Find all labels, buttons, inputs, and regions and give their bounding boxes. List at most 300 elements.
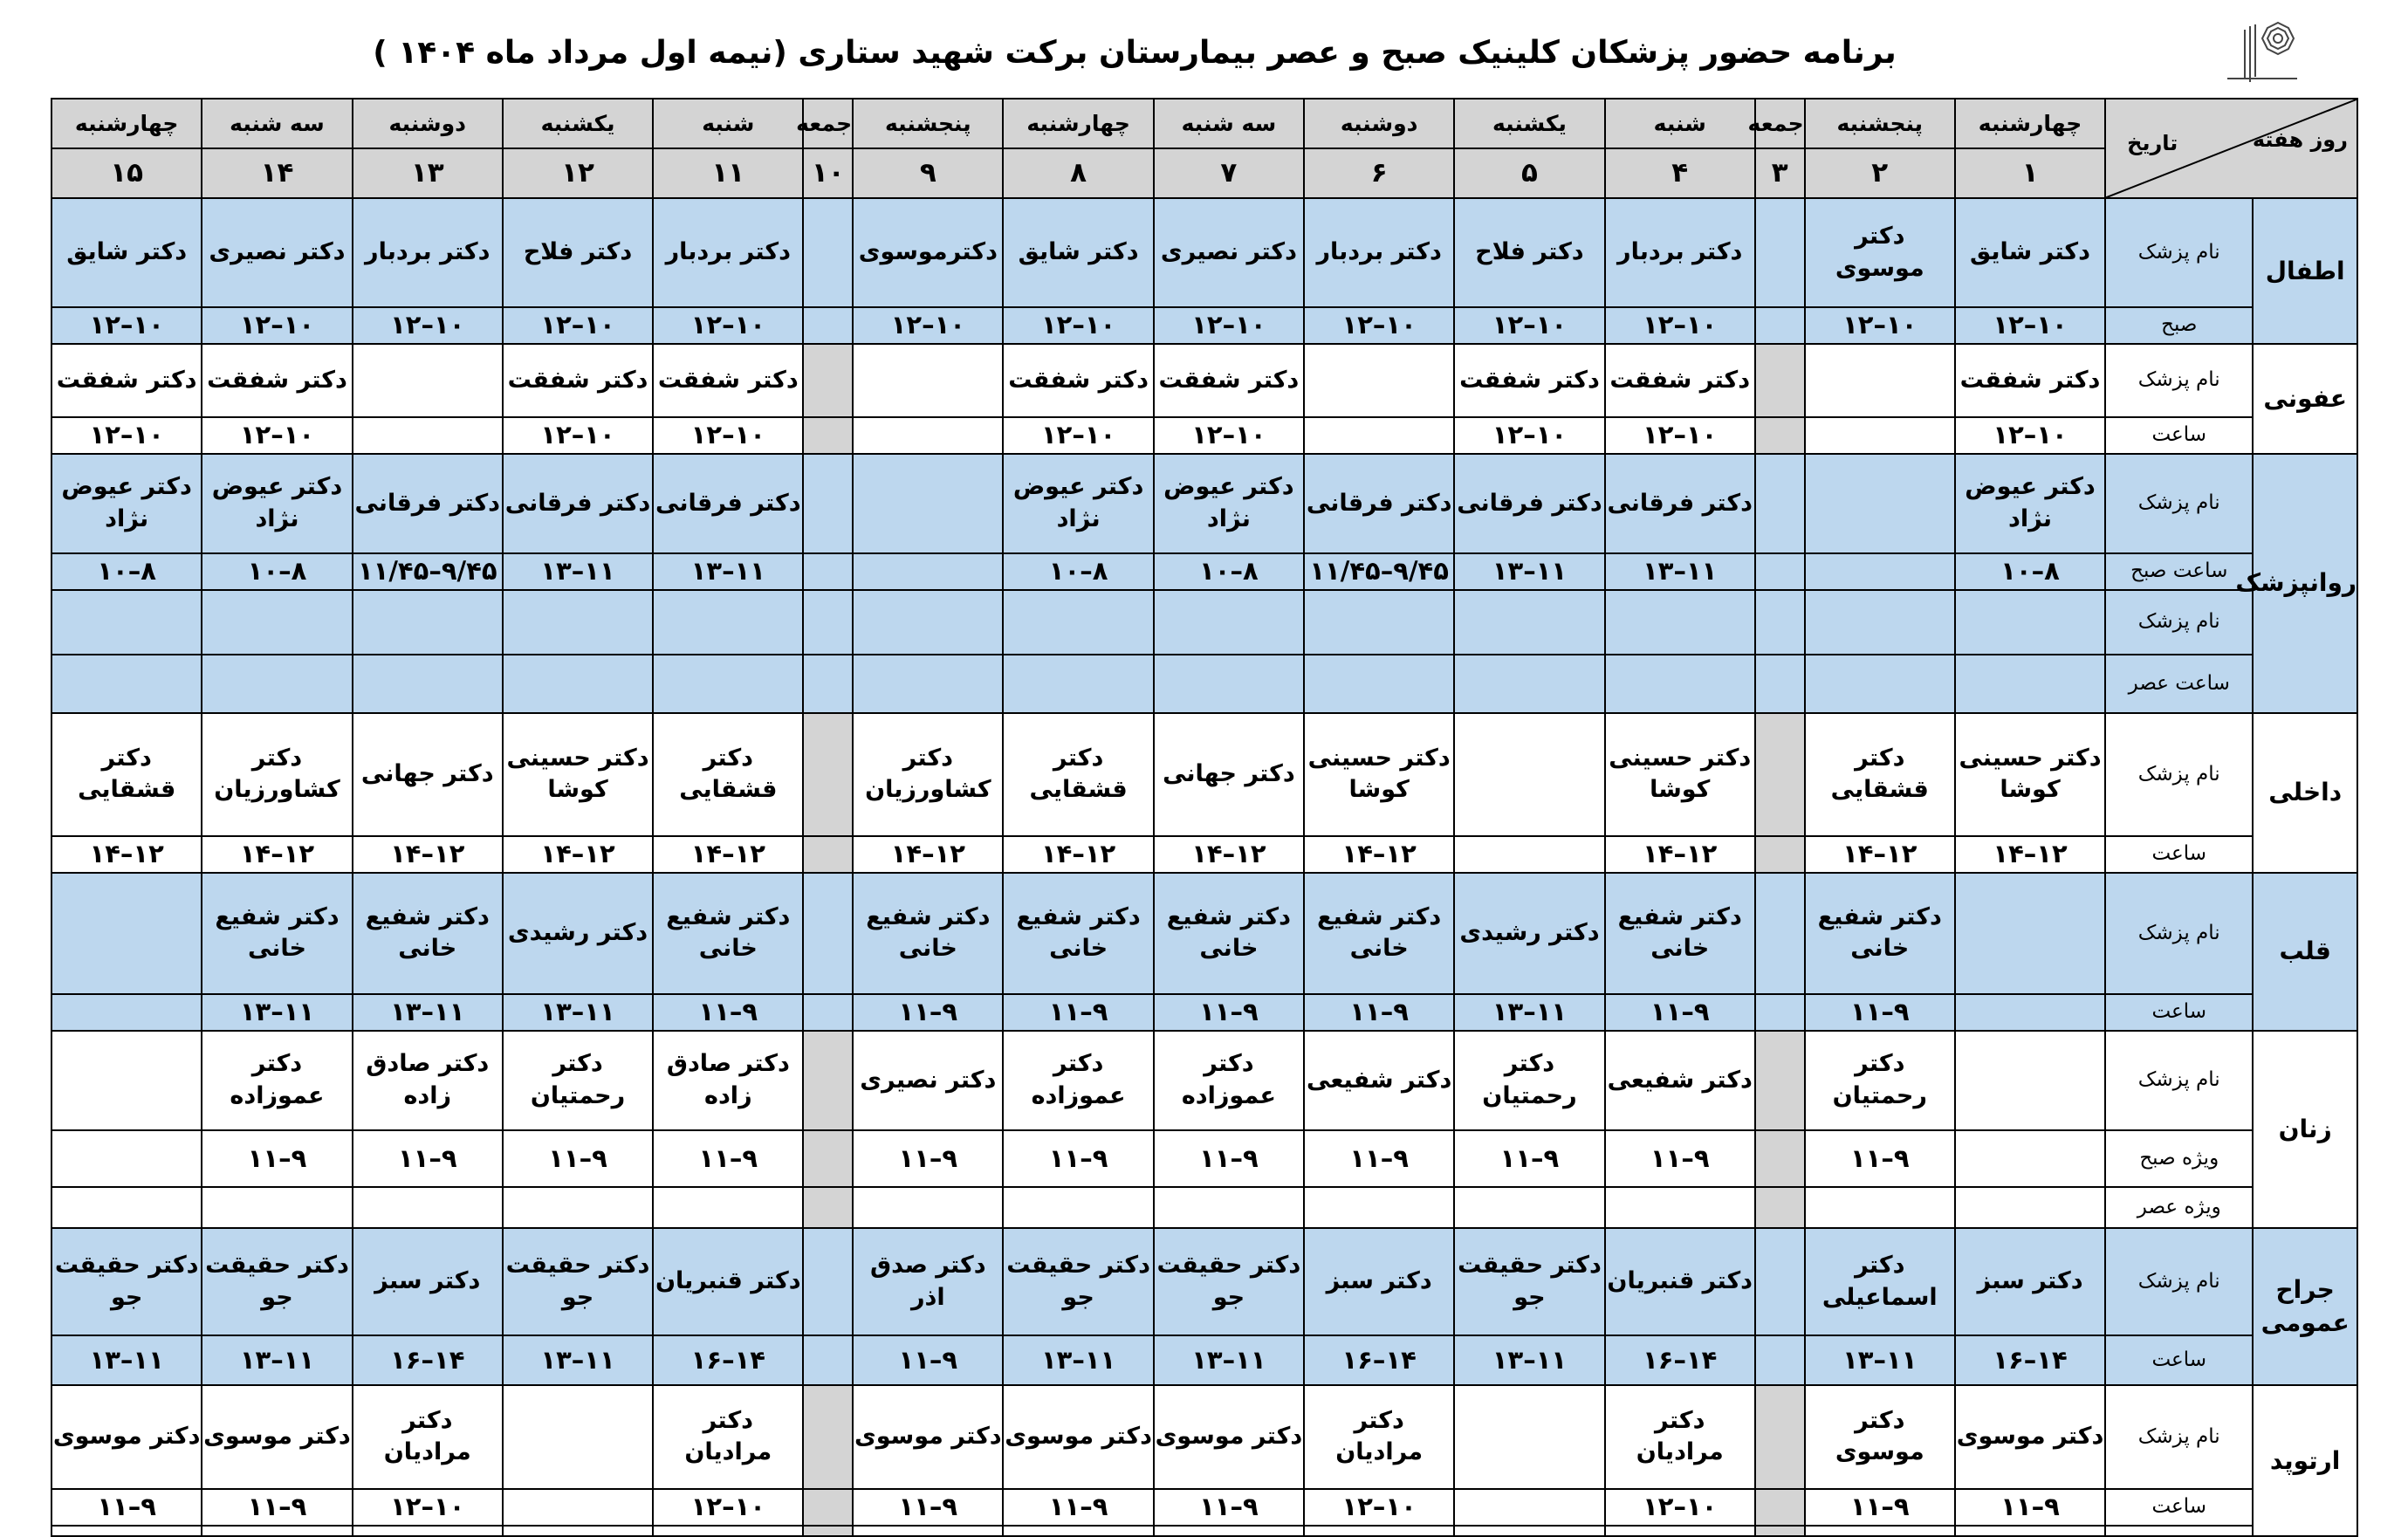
hour-cell: ۱۱–۱۳ (202, 994, 352, 1031)
doctor-cell: دکتر قشقایی (1805, 713, 1955, 836)
doctor-cell: دکتر فرقانی (653, 454, 803, 553)
hour-cell (1755, 994, 1805, 1031)
date-header-row (51, 148, 2357, 198)
doctor-cell: دکتر شفیع خانی (1304, 873, 1454, 994)
doctor-cell: دکتر شفقت (1154, 344, 1304, 417)
doctor-cell: دکتر جهانی (353, 713, 503, 836)
hour-cell: ۹–۱۱ (653, 994, 803, 1031)
date-header: ۱۰ (803, 148, 853, 198)
doctor-cell: دکتر شفیعی (1605, 1031, 1755, 1130)
row-label: ویژه صبح (2105, 1130, 2253, 1187)
doctor-cell: دکتر عیوض نژاد (51, 454, 202, 553)
doctor-cell: دکتر موسوی (51, 1385, 202, 1488)
doctor-cell: دکتر کشاورزیان (853, 713, 1003, 836)
doctor-cell (803, 344, 853, 417)
doctor-cell: دکتر فرقانی (353, 454, 503, 553)
doctor-cell (1304, 344, 1454, 417)
hour-cell: ۱۰–۱۲ (1304, 1489, 1454, 1526)
doctor-cell: دکتر نصیری (853, 1031, 1003, 1130)
doctor-cell (1805, 454, 1955, 553)
hour-cell (1755, 1489, 1805, 1526)
weekday-header: چهارشنبه (1003, 99, 1153, 148)
doctor-cell: دکتر حقیقت جو (202, 1228, 352, 1335)
weekday-header: یکشنبه (1454, 99, 1604, 148)
dept-row (51, 1130, 2357, 1187)
department-name: روانپزشک (2253, 454, 2357, 713)
department-name: جراح عمومی (2253, 1228, 2357, 1385)
hour-cell: ۱۲–۱۴ (51, 836, 202, 873)
empty-cell (353, 1187, 503, 1228)
hour-cell (803, 994, 853, 1031)
dept-row (51, 307, 2357, 344)
doctor-cell: دکتر شفیع خانی (353, 873, 503, 994)
hour-cell (803, 417, 853, 454)
empty-cell (1805, 655, 1955, 713)
doctor-cell: دکتر فلاح (1454, 198, 1604, 307)
empty-cell (1304, 590, 1454, 655)
hour-cell (503, 1489, 653, 1526)
hour-cell (853, 417, 1003, 454)
hour-cell: ۱۰–۱۲ (1003, 307, 1153, 344)
doctor-cell (1755, 454, 1805, 553)
hour-cell: ۱۰–۱۲ (1605, 417, 1755, 454)
hour-cell: ۹–۱۱ (202, 1130, 352, 1187)
hour-cell (853, 553, 1003, 590)
doctor-cell: دکتر موسوی (1154, 1385, 1304, 1488)
empty-cell (1605, 655, 1755, 713)
doctor-cell: دکتر سبز (1304, 1228, 1454, 1335)
doctor-cell (1454, 1385, 1604, 1488)
hour-cell (1454, 836, 1604, 873)
doctor-cell (803, 454, 853, 553)
hour-cell (1755, 1130, 1805, 1187)
hour-cell: ۱۱–۱۳ (353, 994, 503, 1031)
hour-cell: ۹–۱۱ (1003, 1489, 1153, 1526)
doctor-cell: دکتر شفقت (1003, 344, 1153, 417)
hour-cell: ۹–۱۱ (353, 1130, 503, 1187)
hour-cell: ۹–۱۱ (1805, 1489, 1955, 1526)
hour-cell: ۱۱–۱۳ (503, 994, 653, 1031)
dept-row (51, 198, 2357, 307)
empty-cell (503, 590, 653, 655)
hour-cell: ۱۴–۱۶ (1304, 1335, 1454, 1385)
empty-cell (1454, 590, 1604, 655)
hour-cell: ۹–۱۱ (1003, 1130, 1153, 1187)
hour-cell (803, 307, 853, 344)
hour-cell: ۱۰–۱۲ (202, 307, 352, 344)
doctor-cell: دکتر حقیقت جو (1454, 1228, 1604, 1335)
hour-cell: ۱۱–۱۳ (1003, 1335, 1153, 1385)
doctor-cell: دکتر شفقت (503, 344, 653, 417)
empty-cell (1955, 1526, 2105, 1536)
doctor-cell (1755, 873, 1805, 994)
empty-cell (202, 655, 352, 713)
row-label: صبح (2105, 307, 2253, 344)
row-label (2105, 1526, 2253, 1536)
doctor-cell: دکتر موسوی (853, 1385, 1003, 1488)
hour-cell: ۱۰–۱۲ (653, 417, 803, 454)
hour-cell: ۱۰–۱۲ (1454, 417, 1604, 454)
weekday-corner-label: روز هفته (2252, 127, 2348, 152)
row-label: ساعت عصر (2105, 655, 2253, 713)
hour-cell: ۱۱–۱۳ (503, 1335, 653, 1385)
doctor-cell (803, 1031, 853, 1130)
row-label: ساعت (2105, 1489, 2253, 1526)
hour-cell: ۸–۱۰ (1955, 553, 2105, 590)
row-label: نام پزشک (2105, 713, 2253, 836)
date-header: ۱۱ (653, 148, 803, 198)
dept-row (51, 417, 2357, 454)
doctor-cell (1755, 344, 1805, 417)
dept-row (51, 1385, 2357, 1488)
doctor-cell (1755, 198, 1805, 307)
schedule-table (51, 98, 2358, 1537)
dept-row (51, 590, 2357, 655)
doctor-cell: دکتر مرادیان (353, 1385, 503, 1488)
date-header: ۳ (1755, 148, 1805, 198)
hour-cell: ۱۱–۱۳ (1454, 1335, 1604, 1385)
doctor-cell: دکتر صدق اذر (853, 1228, 1003, 1335)
doctor-cell (51, 873, 202, 994)
empty-cell (51, 1187, 202, 1228)
empty-cell (653, 1526, 803, 1536)
row-label: نام پزشک (2105, 873, 2253, 994)
hour-cell: ۹–۱۱ (1805, 994, 1955, 1031)
empty-cell (202, 590, 352, 655)
hour-cell: ۱۲–۱۴ (853, 836, 1003, 873)
date-corner-label: تاریخ (2127, 131, 2178, 155)
row-label: ساعت (2105, 994, 2253, 1031)
empty-cell (1755, 1526, 1805, 1536)
empty-cell (1154, 590, 1304, 655)
empty-cell (1304, 1526, 1454, 1536)
hour-cell: ۹/۴۵–۱۱/۴۵ (1304, 553, 1454, 590)
row-label: نام پزشک (2105, 1228, 2253, 1335)
doctor-cell: دکتر نصیری (202, 198, 352, 307)
row-label: نام پزشک (2105, 590, 2253, 655)
hour-cell: ۹–۱۱ (1154, 1489, 1304, 1526)
hour-cell (51, 1130, 202, 1187)
dept-row (51, 454, 2357, 553)
doctor-cell: دکتر شفقت (653, 344, 803, 417)
empty-cell (1755, 590, 1805, 655)
empty-cell (803, 590, 853, 655)
empty-cell (1805, 590, 1955, 655)
row-label: ساعت (2105, 417, 2253, 454)
hour-cell (1805, 417, 1955, 454)
hour-cell: ۹–۱۱ (1454, 1130, 1604, 1187)
hour-cell: ۹–۱۱ (51, 1489, 202, 1526)
dept-row (51, 873, 2357, 994)
empty-cell (503, 1526, 653, 1536)
doctor-cell (1454, 713, 1604, 836)
hour-cell: ۱۰–۱۲ (503, 307, 653, 344)
doctor-cell: دکتر حسینی کوشا (1955, 713, 2105, 836)
doctor-cell: دکتر موسوی (1955, 1385, 2105, 1488)
doctor-cell: دکتر شایق (1955, 198, 2105, 307)
hour-cell (1755, 553, 1805, 590)
hour-cell: ۹–۱۱ (1154, 994, 1304, 1031)
doctor-cell: دکتر صادق زاده (653, 1031, 803, 1130)
empty-cell (853, 1526, 1003, 1536)
doctor-cell (503, 1385, 653, 1488)
doctor-cell: دکتر عیوض نژاد (1154, 454, 1304, 553)
doctor-cell (51, 1031, 202, 1130)
date-header: ۷ (1154, 148, 1304, 198)
doctor-cell: دکتر شفقت (1955, 344, 2105, 417)
doctor-cell (803, 198, 853, 307)
doctor-cell: دکتر قشقایی (51, 713, 202, 836)
empty-cell (503, 655, 653, 713)
empty-cell (653, 1187, 803, 1228)
doctor-cell: دکتر عیوض نژاد (1003, 454, 1153, 553)
empty-cell (202, 1526, 352, 1536)
doctor-cell (1755, 1031, 1805, 1130)
empty-cell (1003, 655, 1153, 713)
hour-cell: ۱۰–۱۲ (1003, 417, 1153, 454)
hour-cell (1755, 307, 1805, 344)
doctor-cell: دکتر شفیعی (1304, 1031, 1454, 1130)
hour-cell: ۱۰–۱۲ (353, 1489, 503, 1526)
hour-cell: ۱۱–۱۳ (51, 1335, 202, 1385)
hour-cell: ۹–۱۱ (1154, 1130, 1304, 1187)
date-header: ۸ (1003, 148, 1153, 198)
empty-cell (653, 590, 803, 655)
hour-cell (1955, 994, 2105, 1031)
hour-cell (353, 417, 503, 454)
hour-cell: ۱۰–۱۲ (1605, 307, 1755, 344)
hour-cell: ۱۰–۱۲ (353, 307, 503, 344)
empty-cell (1454, 1187, 1604, 1228)
date-header: ۶ (1304, 148, 1454, 198)
doctor-cell: دکتر قشقایی (653, 713, 803, 836)
doctor-cell: دکتر عموزاده (1003, 1031, 1153, 1130)
doctor-cell: دکتر شفقت (51, 344, 202, 417)
hour-cell: ۹–۱۱ (1605, 1130, 1755, 1187)
hour-cell: ۱۱–۱۳ (653, 553, 803, 590)
hour-cell (803, 553, 853, 590)
doctor-cell: دکتر حقیقت جو (1154, 1228, 1304, 1335)
hour-cell: ۱۲–۱۴ (1154, 836, 1304, 873)
doctor-cell (803, 713, 853, 836)
doctor-cell: دکتر موسوی (202, 1385, 352, 1488)
doctor-cell: دکتر حقیقت جو (1003, 1228, 1153, 1335)
dept-row (51, 1187, 2357, 1228)
doctor-cell: دکتر کشاورزیان (202, 713, 352, 836)
doctor-cell: دکتر قنبریان (653, 1228, 803, 1335)
doctor-cell: دکتر بردبار (653, 198, 803, 307)
hospital-logo-icon (2215, 17, 2302, 91)
date-header: ۱ (1955, 148, 2105, 198)
doctor-cell (353, 344, 503, 417)
hour-cell: ۱۲–۱۴ (1605, 836, 1755, 873)
empty-cell (1955, 655, 2105, 713)
doctor-cell: دکتر فرقانی (1454, 454, 1604, 553)
empty-cell (1955, 1187, 2105, 1228)
empty-cell (853, 655, 1003, 713)
empty-cell (1605, 1526, 1755, 1536)
empty-cell (1805, 1526, 1955, 1536)
date-header: ۲ (1805, 148, 1955, 198)
doctor-cell: دکتر شفیع خانی (653, 873, 803, 994)
doctor-cell: دکتر موسوی (1805, 198, 1955, 307)
weekday-header: چهارشنبه (1955, 99, 2105, 148)
hour-cell (1755, 1335, 1805, 1385)
empty-cell (1003, 1187, 1153, 1228)
doctor-cell: دکتر رحمتیان (503, 1031, 653, 1130)
dept-row (51, 344, 2357, 417)
row-label: ساعت صبح (2105, 553, 2253, 590)
empty-cell (503, 1187, 653, 1228)
doctor-cell: دکتر فلاح (503, 198, 653, 307)
doctor-cell: دکتر عموزاده (202, 1031, 352, 1130)
doctor-cell: دکتر موسوی (1003, 1385, 1153, 1488)
doctor-cell (1755, 1228, 1805, 1335)
hour-cell: ۱۰–۱۲ (1955, 417, 2105, 454)
doctor-cell (1755, 713, 1805, 836)
hour-cell (1955, 1130, 2105, 1187)
empty-cell (51, 590, 202, 655)
empty-cell (51, 655, 202, 713)
empty-cell (1755, 1187, 1805, 1228)
doctor-cell: دکتر نصیری (1154, 198, 1304, 307)
row-label: ساعت (2105, 836, 2253, 873)
doctor-cell: دکتر شفقت (202, 344, 352, 417)
hour-cell: ۱۰–۱۲ (1454, 307, 1604, 344)
doctor-cell: دکتر سبز (1955, 1228, 2105, 1335)
empty-cell (1304, 1187, 1454, 1228)
weekday-header: دوشنبه (353, 99, 503, 148)
hour-cell: ۱۱–۱۳ (1805, 1335, 1955, 1385)
doctor-cell (1955, 1031, 2105, 1130)
hour-cell: ۱۰–۱۲ (1805, 307, 1955, 344)
hour-cell: ۱۴–۱۶ (1605, 1335, 1755, 1385)
date-header: ۴ (1605, 148, 1755, 198)
row-label: نام پزشک (2105, 1031, 2253, 1130)
doctor-cell (853, 454, 1003, 553)
doctor-cell: دکترموسوی (853, 198, 1003, 307)
hour-cell (1805, 553, 1955, 590)
hour-cell: ۱۰–۱۲ (1304, 307, 1454, 344)
doctor-cell: دکتر شفیع خانی (1003, 873, 1153, 994)
date-header: ۱۳ (353, 148, 503, 198)
empty-cell (1154, 1526, 1304, 1536)
doctor-cell: دکتر رشیدی (503, 873, 653, 994)
hour-cell: ۱۰–۱۲ (1154, 417, 1304, 454)
hour-cell: ۱۲–۱۴ (1003, 836, 1153, 873)
hour-cell: ۱۲–۱۴ (1955, 836, 2105, 873)
doctor-cell: دکتر شفیع خانی (853, 873, 1003, 994)
hour-cell: ۱۰–۱۲ (1955, 307, 2105, 344)
empty-cell (1003, 1526, 1153, 1536)
weekday-header: پنجشنبه (1805, 99, 1955, 148)
hour-cell (1304, 417, 1454, 454)
hour-cell: ۱۲–۱۴ (1304, 836, 1454, 873)
empty-cell (1154, 655, 1304, 713)
doctor-cell: دکتر قنبریان (1605, 1228, 1755, 1335)
hour-cell: ۱۰–۱۲ (853, 307, 1003, 344)
dept-row (51, 713, 2357, 836)
hour-cell: ۹–۱۱ (653, 1130, 803, 1187)
date-header: ۹ (853, 148, 1003, 198)
doctor-cell: دکتر شفیع خانی (202, 873, 352, 994)
dept-row (51, 836, 2357, 873)
empty-cell (1755, 655, 1805, 713)
doctor-cell: دکتر حسینی کوشا (1304, 713, 1454, 836)
dept-row (51, 655, 2357, 713)
empty-cell (353, 1526, 503, 1536)
dept-row (51, 1031, 2357, 1130)
dept-row (51, 1489, 2357, 1526)
date-header: ۵ (1454, 148, 1604, 198)
empty-cell (1454, 655, 1604, 713)
empty-cell (1304, 655, 1454, 713)
row-label: ویژه عصر (2105, 1187, 2253, 1228)
department-name: قلب (2253, 873, 2357, 1031)
hour-cell: ۱۲–۱۴ (653, 836, 803, 873)
department-name: ارتوپد (2253, 1385, 2357, 1536)
corner-header-cell (2105, 99, 2357, 198)
row-label: نام پزشک (2105, 344, 2253, 417)
empty-cell (803, 655, 853, 713)
hour-cell: ۱۴–۱۶ (353, 1335, 503, 1385)
hour-cell: ۱۰–۱۲ (51, 307, 202, 344)
doctor-cell: دکتر عموزاده (1154, 1031, 1304, 1130)
hour-cell: ۹–۱۱ (1304, 994, 1454, 1031)
doctor-cell: دکتر جهانی (1154, 713, 1304, 836)
doctor-cell: دکتر حقیقت جو (51, 1228, 202, 1335)
empty-cell (853, 590, 1003, 655)
hour-cell: ۱۴–۱۶ (653, 1335, 803, 1385)
dept-row (51, 1335, 2357, 1385)
doctor-cell: دکتر فرقانی (1605, 454, 1755, 553)
doctor-cell: دکتر شفیع خانی (1154, 873, 1304, 994)
department-name: زنان (2253, 1031, 2357, 1229)
doctor-cell: دکتر مرادیان (653, 1385, 803, 1488)
hour-cell: ۹–۱۱ (853, 1335, 1003, 1385)
doctor-cell: دکتر اسماعیلی (1805, 1228, 1955, 1335)
hour-cell: ۱۱–۱۳ (1454, 994, 1604, 1031)
row-label: ساعت (2105, 1335, 2253, 1385)
date-header: ۱۵ (51, 148, 202, 198)
hour-cell: ۹–۱۱ (1605, 994, 1755, 1031)
doctor-cell: دکتر عیوض نژاد (1955, 454, 2105, 553)
doctor-cell: دکتر بردبار (1605, 198, 1755, 307)
dept-row (51, 553, 2357, 590)
doctor-cell: دکتر رحمتیان (1454, 1031, 1604, 1130)
hour-cell: ۸–۱۰ (1003, 553, 1153, 590)
date-header: ۱۴ (202, 148, 352, 198)
doctor-cell (803, 1228, 853, 1335)
row-label: نام پزشک (2105, 198, 2253, 307)
hour-cell: ۹–۱۱ (853, 1489, 1003, 1526)
hour-cell (1755, 836, 1805, 873)
doctor-cell: دکتر حسینی کوشا (503, 713, 653, 836)
hour-cell: ۹–۱۱ (1003, 994, 1153, 1031)
hour-cell: ۱۲–۱۴ (202, 836, 352, 873)
department-name: عفونی (2253, 344, 2357, 454)
department-name: اطفال (2253, 198, 2357, 344)
hour-cell: ۱۰–۱۲ (653, 307, 803, 344)
weekday-header: چهارشنبه (51, 99, 202, 148)
empty-cell (51, 1526, 202, 1536)
hour-cell: ۱۰–۱۲ (1154, 307, 1304, 344)
weekday-header: شنبه (653, 99, 803, 148)
doctor-cell: دکتر عیوض نژاد (202, 454, 352, 553)
hour-cell: ۸–۱۰ (202, 553, 352, 590)
hour-cell: ۱۰–۱۲ (202, 417, 352, 454)
dept-row (51, 1526, 2357, 1536)
